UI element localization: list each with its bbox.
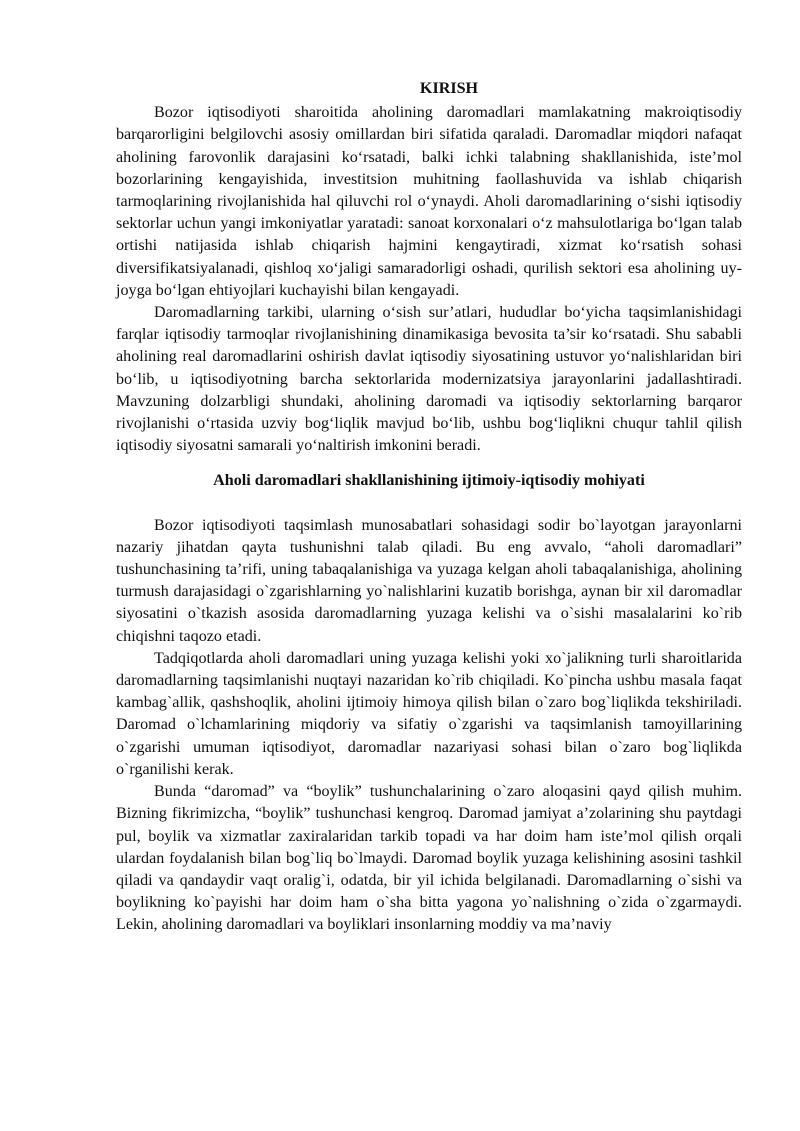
section-paragraph-1: Bozor iqtisodiyoti taqsimlash munosabatlari sohasidagi sodir bo`layotgan jarayonlarni nazariy jihatdan qayta tushunishni talab qiladi. Bu eng avvalo, “aholi daromadlari” tushunchasining ta’rifi, uning tabaqalanishiga va yuzaga kelgan aholi tabaqalanishiga, aholining turmush darajasidagi o`zgarishlarning yo`nalishlarini kuzatib borishga, aynan bir xil daromadlar siyosatini o`tkazish asosida daromadlarning yuzaga kelishi va o`sishi masalalarini ko`rib chiqishni taqozo etadi. <box>116 516 742 645</box>
intro-paragraph-1: Bozor iqtisodiyoti sharoitida aholining daromadlari mamlakatning makroiqtisodiy barqarorligini belgilovchi asosiy omillardan biri sifatida qaraladi. Daromadlar miqdori nafaqat aholining farovonlik darajasini ko‘rsatadi, balki ichki talabning shakllanishida, iste’mol bozorlarining kengayishida, investitsion muhitning faollashuvida va ishlab chiqarish tarmoqlarining rivojlanishida hal qiluvchi rol o‘ynaydi. Aholi daromadlarining o‘sishi iqtisodiy sektorlar uchun yangi imkoniyatlar yaratadi: sanoat korxonalari o‘z mahsulotlariga bo‘lgan talab ortishi natijasida ishlab chiqarish hajmini kengaytiradi, xizmat ko‘rsatish sohasi diversifikatsiyalanadi, qishloq xo‘jaligi samaradorligi oshadi, qurilish sektori esa aholining uy-joyga bo‘lgan ehtiyojlari kuchayishi bilan kengayadi. <box>116 104 742 299</box>
section-heading: Aholi daromadlari shakllanishining ijtimoiy-iqtisodiy mohiyati <box>213 472 645 490</box>
document-title: KIRISH <box>419 80 479 97</box>
section-paragraph-3: Bunda “daromad” va “boylik” tushunchalarining o`zaro aloqasini qayd qilish muhim. Bizning fikrimizcha, “boylik” tushunchasi kengroq. Daromad jamiyat a’zolarining shu paytdagi pul, boylik va xizmatlar zaxiralaridan tarkib topadi va har doim ham iste’mol qilish orqali ulardan foydalanish bilan bog`liq bo`lmaydi. Daromad boylik yuzaga kelishining asosini tashkil qiladi va qandaydir vaqt oralig`i, odatda, bir yil ichida belgilanadi. Daromadlarning o`sishi va boylikning ko`payishi har doim ham o`sha bitta yagona yo`nalishning o`zida o`zgarmaydi. Lekin, aholining daromadlari va boyliklari insonlarning moddiy va ma’naviy <box>116 783 742 934</box>
document-page <box>116 78 742 937</box>
section-paragraph-2: Tadqiqotlarda aholi daromadlari uning yuzaga kelishi yoki xo`jalikning turli sharoitlarida daromadlarning taqsimlanishi nuqtayi nazaridan ko`rib chiqiladi. Ko`pincha ushbu masala faqat kambag`allik, qashshoqlik, aholini ijtimoiy himoya qilish bilan o`zaro bog`liqlikda tekshiriladi. Daromad o`lchamlarining miqdoriy va sifatiy o`zgarishi va taqsimlanish tamoyillarining o`zgarishi umuman iqtisodiyot, daromadlar nazariyasi sohasi bilan o`zaro bog`liqlikda o`rganilishi kerak. <box>116 649 742 778</box>
intro-paragraph-2: Daromadlarning tarkibi, ularning o‘sish sur’atlari, hududlar bo‘yicha taqsimlanishidagi farqlar iqtisodiy tarmoqlar rivojlanishining dinamikasiga bevosita ta’sir ko‘rsatadi. Shu sababli aholining real daromadlarini oshirish davlat iqtisodiy siyosatining ustuvor yo‘nalishlaridan biri bo‘lib, u iqtisodiyotning barcha sektorlarida modernizatsiya jarayonlarini jadallashtiradi. Mavzuning dolzarbligi shundaki, aholining daromadi va iqtisodiy sektorlarning barqaror rivojlanishi o‘rtasida uzviy bog‘liqlik mavjud bo‘lib, ushbu bog‘liqlikni chuqur tahlil qilish iqtisodiy siyosatni samarali yo‘naltirish imkonini beradi. <box>116 304 742 455</box>
